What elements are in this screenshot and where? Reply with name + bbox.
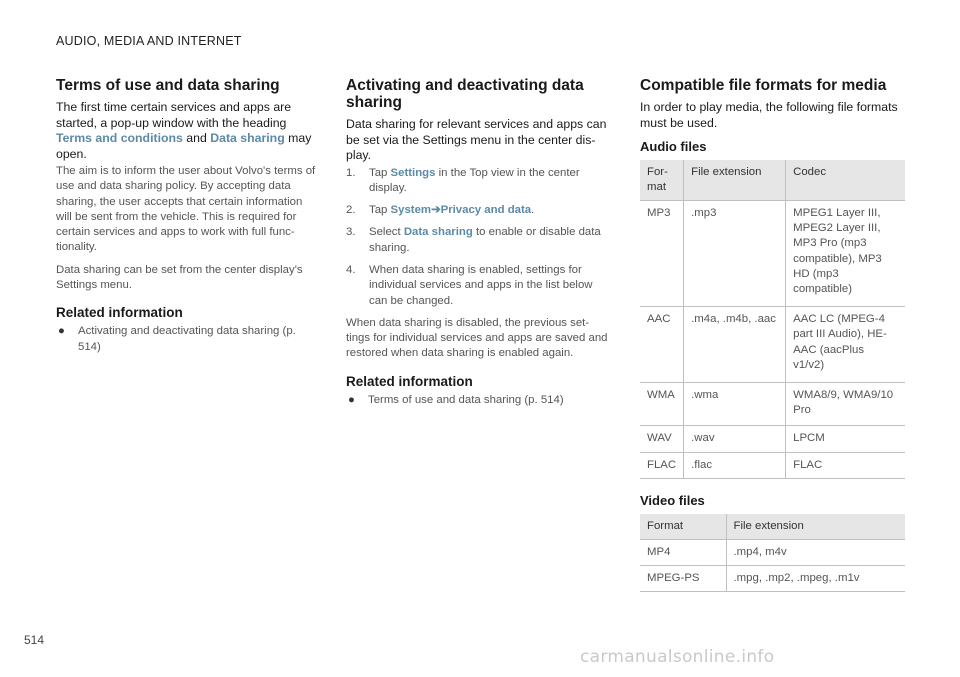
terms-of-use-section xyxy=(56,77,318,355)
table-cell: MP3 xyxy=(640,201,684,307)
table-cell: .m4a, .m4b, .aac xyxy=(684,307,786,383)
table-cell: .flac xyxy=(684,452,786,478)
related-link[interactable] xyxy=(346,393,608,408)
table-cell: .mpg, .mp2, .mpeg, .m1v xyxy=(726,566,905,592)
table-row xyxy=(640,383,905,426)
running-header: AUDIO, MEDIA AND INTERNET xyxy=(56,34,242,48)
step-item xyxy=(346,263,608,309)
related-link-text: Terms of use and data sharing (p. 514) xyxy=(368,393,564,406)
table-cell: WAV xyxy=(640,426,684,452)
lead-text: The first time certain services and apps are started, a pop-up window with the heading xyxy=(56,100,292,130)
table-cell: .wav xyxy=(684,426,786,452)
table-header-row xyxy=(640,160,905,201)
related-link-text: Activating and deactivating data sharing (p. 514) xyxy=(78,325,296,353)
system-term: System xyxy=(390,204,432,217)
step-item xyxy=(346,225,608,256)
table-cell: FLAC xyxy=(640,452,684,478)
table-cell: MPEG-PS xyxy=(640,566,726,592)
table-row xyxy=(640,566,905,592)
column-header: Codec xyxy=(786,160,905,201)
step-number: 3. xyxy=(346,226,356,239)
table-cell: .mp4, m4v xyxy=(726,539,905,565)
table-row xyxy=(640,426,905,452)
table-row xyxy=(640,201,905,307)
body-paragraph: The aim is to inform the user about Volvo's terms of use and data sharing policy. By accepting data sharing, the user accepts that certain information will be sent from the vehicle. This is required for certain services and apps to work with full func- tionality. xyxy=(56,165,316,254)
table-row xyxy=(640,307,905,383)
table-cell: MP4 xyxy=(640,539,726,565)
privacy-and-data-term: Privacy and data xyxy=(440,204,532,217)
data-sharing-term: Data sharing xyxy=(210,131,285,145)
data-sharing-section xyxy=(346,77,608,408)
section-title: Terms of use and data sharing xyxy=(56,77,280,94)
table-cell: AAC xyxy=(640,307,684,383)
file-formats-section xyxy=(640,77,905,592)
bullet-icon: ● xyxy=(348,393,355,406)
arrow-right-icon: ➔ xyxy=(431,204,441,217)
related-list xyxy=(56,324,318,355)
step-item xyxy=(346,166,608,197)
step-text: to enable or disable data sharing. xyxy=(369,226,601,254)
table-header-row xyxy=(640,514,905,540)
step-text: in the Top view in the center display. xyxy=(369,166,580,194)
column-header: For- mat xyxy=(640,160,684,201)
step-text: When data sharing is enabled, settings for individual services and apps in the list below can be changed. xyxy=(369,263,593,307)
step-text: Tap xyxy=(369,204,391,217)
steps-list xyxy=(346,166,608,309)
related-list xyxy=(346,393,608,408)
table-cell: FLAC xyxy=(786,452,905,478)
step-number: 2. xyxy=(346,204,356,217)
page-number: 514 xyxy=(24,633,45,647)
step-text: Select xyxy=(369,226,404,239)
section-title: Activating and deactivating data sharing xyxy=(346,77,584,111)
video-formats-table xyxy=(640,514,905,592)
related-link[interactable] xyxy=(56,324,318,355)
step-text: . xyxy=(531,204,535,217)
table-cell: AAC LC (MPEG-4 part III Audio), HE-AAC (aacPlus v1/v2) xyxy=(786,307,905,383)
column-header: Format xyxy=(640,514,726,540)
column-header: File extension xyxy=(684,160,786,201)
table-cell: LPCM xyxy=(786,426,905,452)
step-item xyxy=(346,203,608,218)
audio-formats-table xyxy=(640,160,905,479)
table-cell: .mp3 xyxy=(684,201,786,307)
terms-and-conditions-term: Terms and conditions xyxy=(56,131,183,145)
table-cell: WMA xyxy=(640,383,684,426)
table-row xyxy=(640,539,905,565)
table-cell: .wma xyxy=(684,383,786,426)
lead-text: may open. xyxy=(56,131,312,161)
step-number: 4. xyxy=(346,263,356,276)
section-title: Compatible file formats for media xyxy=(640,77,887,94)
table-row xyxy=(640,452,905,478)
table-cell: MPEG1 Layer III, MPEG2 Layer III, MP3 Pro (mp3 compatible), MP3 HD (mp3 compatible) xyxy=(786,201,905,307)
column-header: File extension xyxy=(726,514,905,540)
watermark: carmanualsonline.info xyxy=(580,647,775,667)
step-number: 1. xyxy=(346,166,356,179)
table-cell: WMA8/9, WMA9/10 Pro xyxy=(786,383,905,426)
bullet-icon: ● xyxy=(58,325,65,338)
lead-paragraph: Data sharing for relevant services and apps can be set via the Settings menu in the center dis- play. xyxy=(346,117,607,162)
video-files-heading: Video files xyxy=(640,492,705,508)
data-sharing-term: Data sharing xyxy=(403,226,473,239)
related-information-heading: Related information xyxy=(346,373,473,389)
audio-files-heading: Audio files xyxy=(640,139,707,154)
body-paragraph: Data sharing can be set from the center display's Settings menu. xyxy=(56,263,303,292)
settings-term: Settings xyxy=(390,166,436,179)
step-text: Tap xyxy=(369,166,391,179)
body-paragraph: When data sharing is disabled, the previous set- tings for individual services and apps are saved and restored when data sharing is enabled again. xyxy=(346,316,608,360)
related-information-heading: Related information xyxy=(56,305,183,321)
lead-paragraph: In order to play media, the following file formats must be used. xyxy=(640,100,898,130)
lead-text: and xyxy=(182,131,211,145)
lead-paragraph xyxy=(56,100,318,162)
